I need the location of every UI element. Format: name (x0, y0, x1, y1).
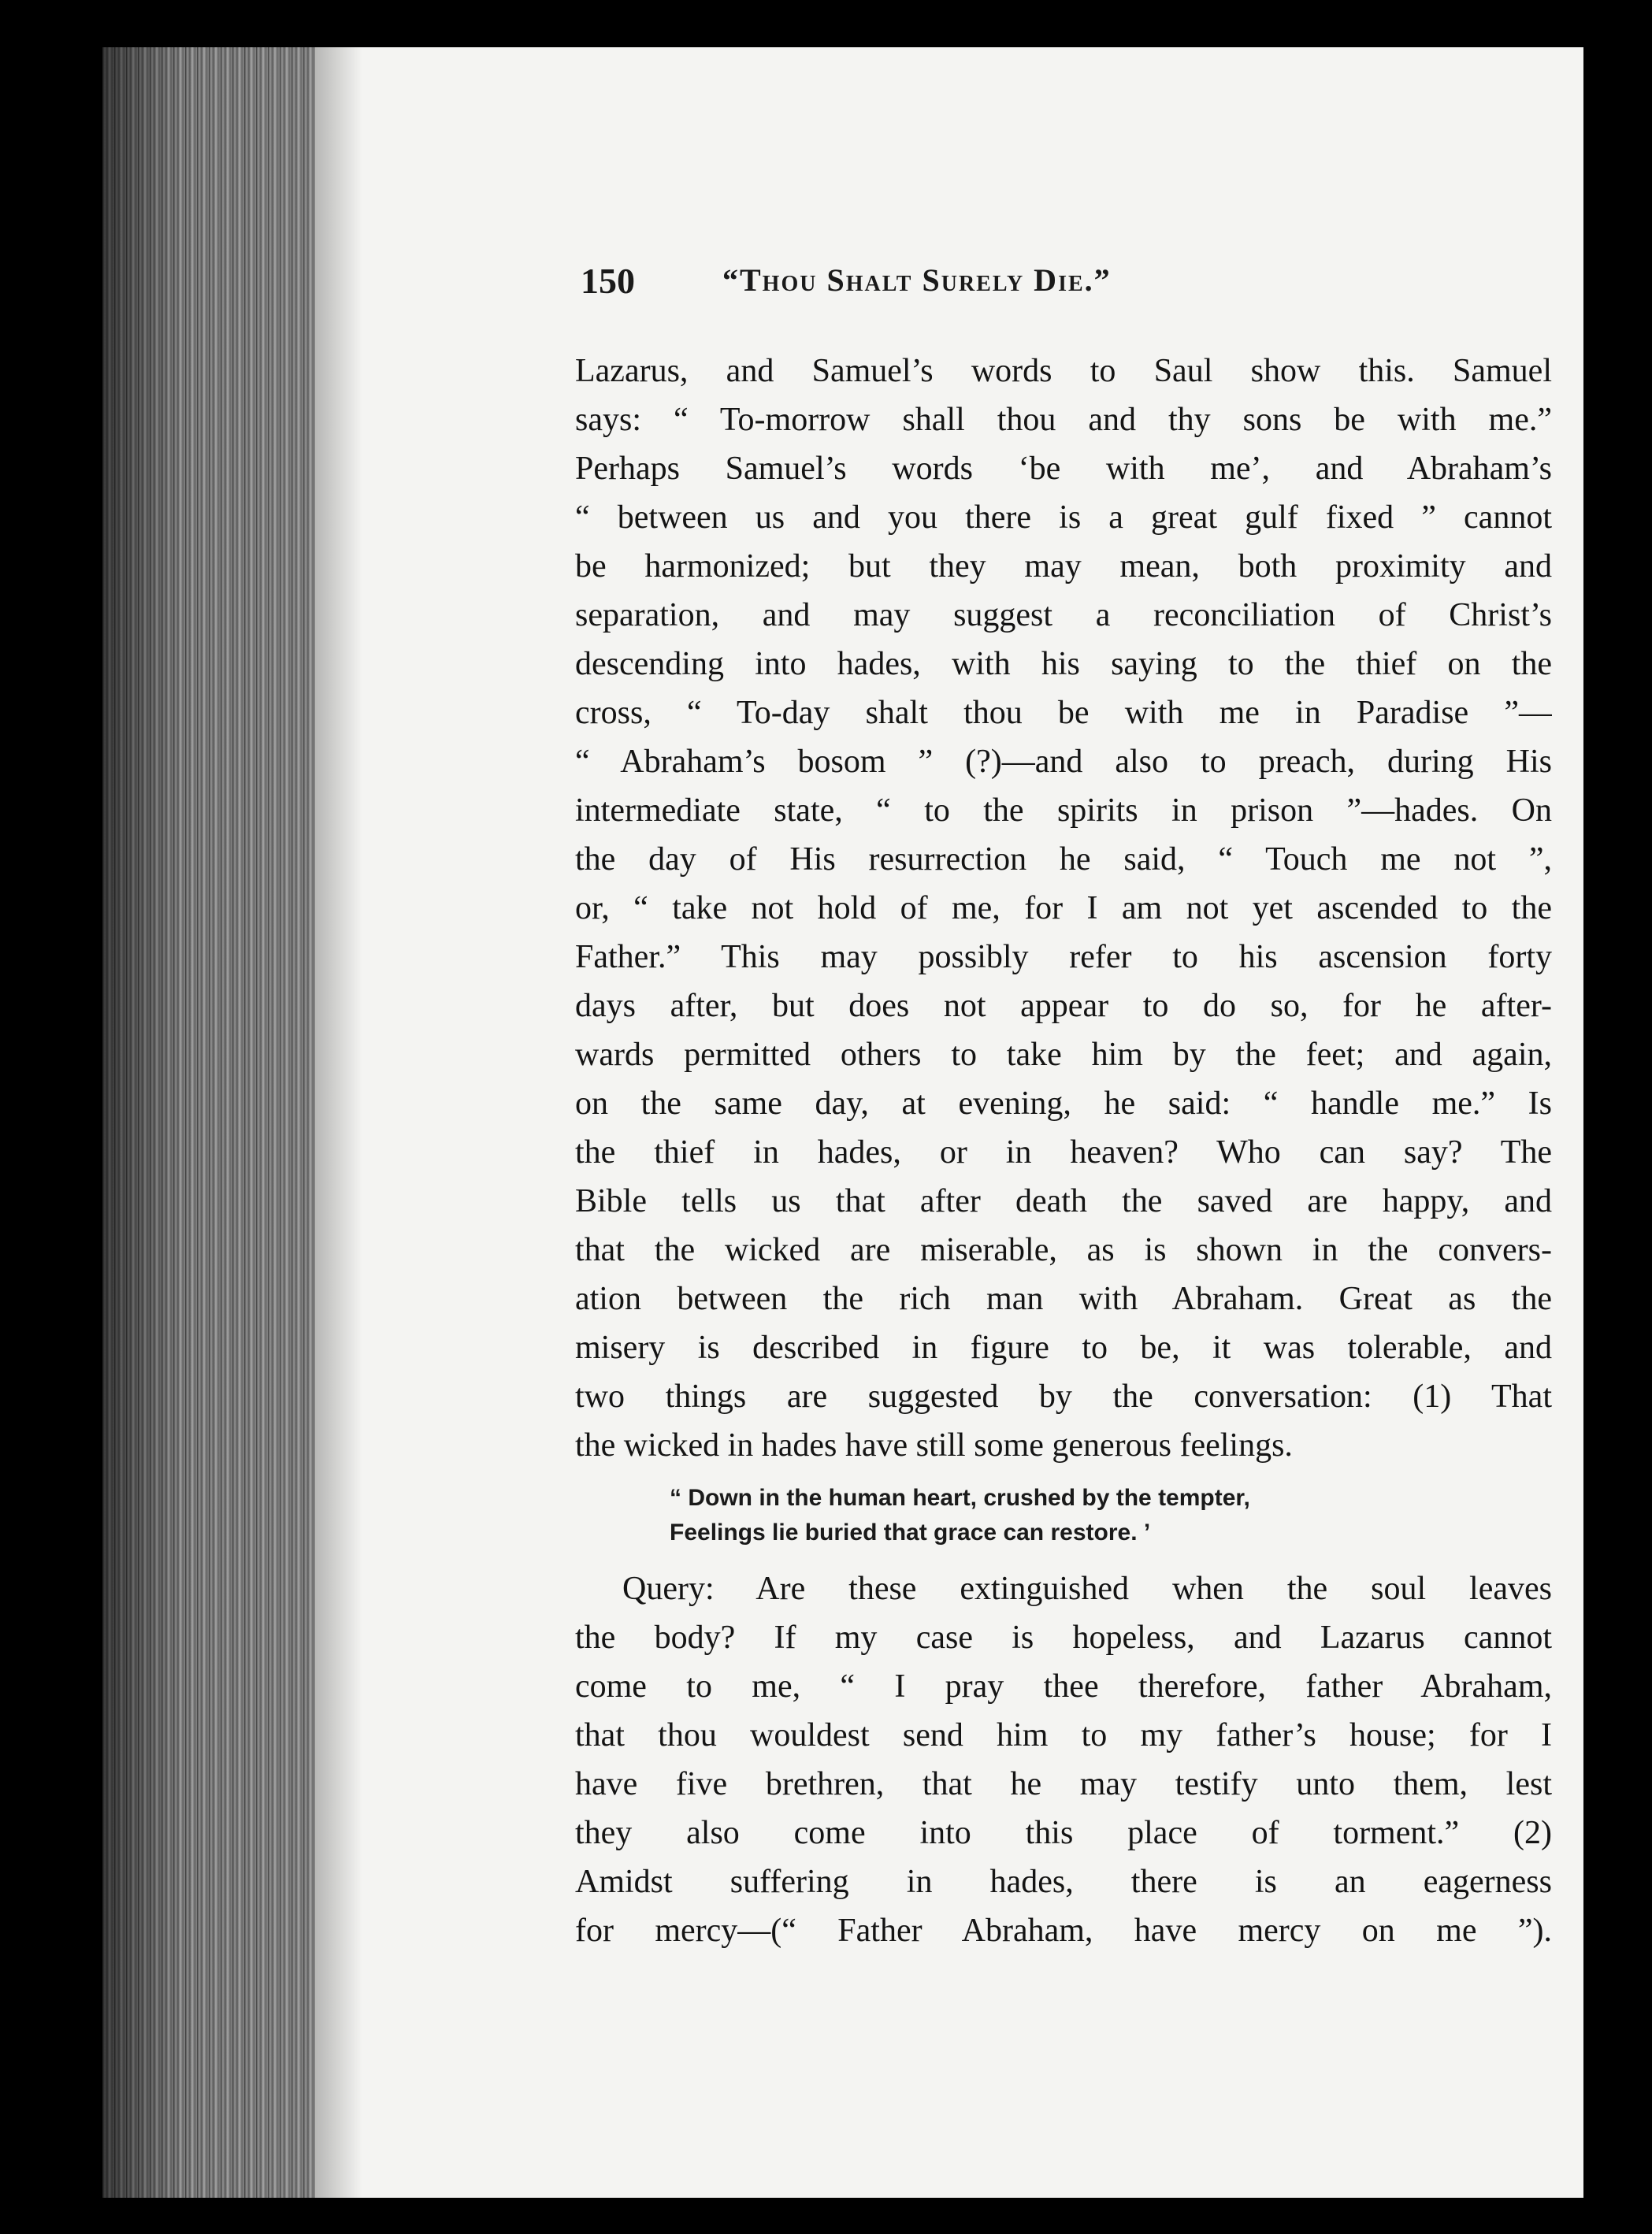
text-line: says: “ To-morrow shall thou and thy sons be with me.” (575, 402, 1552, 438)
page-header (581, 260, 1353, 315)
text-line: that thou wouldest send him to my father’s house; for I (575, 1717, 1552, 1753)
book-page-edges (102, 47, 331, 2198)
text-line: or, “ take not hold of me, for I am not yet ascended to the (575, 890, 1552, 926)
quote-line: Feelings lie buried that grace can restore. ’ (670, 1520, 1151, 1546)
text-line: Query: Are these extinguished when the soul leaves (622, 1571, 1552, 1607)
page-body (575, 347, 1552, 1955)
page-number: 150 (581, 261, 635, 301)
text-line: “ between us and you there is a great gulf fixed ” cannot (575, 499, 1552, 536)
paragraph-1 (575, 347, 1552, 1470)
paragraph-2 (575, 1564, 1552, 1955)
text-line: cross, “ To-day shalt thou be with me in Paradise ”— (575, 695, 1552, 731)
text-line: the day of His resurrection he said, “ Touch me not ”, (575, 841, 1552, 878)
text-line: intermediate state, “ to the spirits in prison ”—hades. On (575, 792, 1552, 829)
text-line: for mercy—(“ Father Abraham, have mercy on me ”). (575, 1913, 1552, 1949)
running-title: “Thou Shalt Surely Die.” (722, 262, 1112, 298)
text-line: days after, but does not appear to do so, for he after- (575, 988, 1552, 1024)
text-line: descending into hades, with his saying to the thief on the (575, 646, 1552, 682)
text-line: have five brethren, that he may testify unto them, lest (575, 1766, 1552, 1802)
text-line: that the wicked are miserable, as is shown in the convers- (575, 1232, 1552, 1268)
text-line: two things are suggested by the conversation: (1) That (575, 1379, 1552, 1415)
text-line: Bible tells us that after death the saved are happy, and (575, 1183, 1552, 1219)
text-line: Amidst suffering in hades, there is an eagerness (575, 1864, 1552, 1900)
text-line: be harmonized; but they may mean, both proximity and (575, 548, 1552, 584)
text-line: come to me, “ I pray thee therefore, father Abraham, (575, 1668, 1552, 1705)
text-line: on the same day, at evening, he said: “ handle me.” Is (575, 1085, 1552, 1122)
verse-quote (575, 1481, 1552, 1550)
text-line: Father.” This may possibly refer to his ascension forty (575, 939, 1552, 975)
text-line: Perhaps Samuel’s words ‘be with me’, and Abraham’s (575, 451, 1552, 487)
text-line: ation between the rich man with Abraham. Great as the (575, 1281, 1552, 1317)
text-line: they also come into this place of torment.” (2) (575, 1815, 1552, 1851)
quote-line: “ Down in the human heart, crushed by the tempter, (670, 1485, 1250, 1511)
text-line: separation, and may suggest a reconciliation of Christ’s (575, 597, 1552, 633)
text-line: Lazarus, and Samuel’s words to Saul show this. Samuel (575, 353, 1552, 389)
text-line: the body? If my case is hopeless, and Lazarus cannot (575, 1620, 1552, 1656)
text-line: the wicked in hades have still some generous feelings. (575, 1427, 1293, 1464)
text-line: wards permitted others to take him by the feet; and again, (575, 1037, 1552, 1073)
text-line: misery is described in figure to be, it was tolerable, and (575, 1330, 1552, 1366)
text-line: the thief in hades, or in heaven? Who can say? The (575, 1134, 1552, 1171)
text-line: “ Abraham’s bosom ” (?)—and also to preach, during His (575, 744, 1552, 780)
